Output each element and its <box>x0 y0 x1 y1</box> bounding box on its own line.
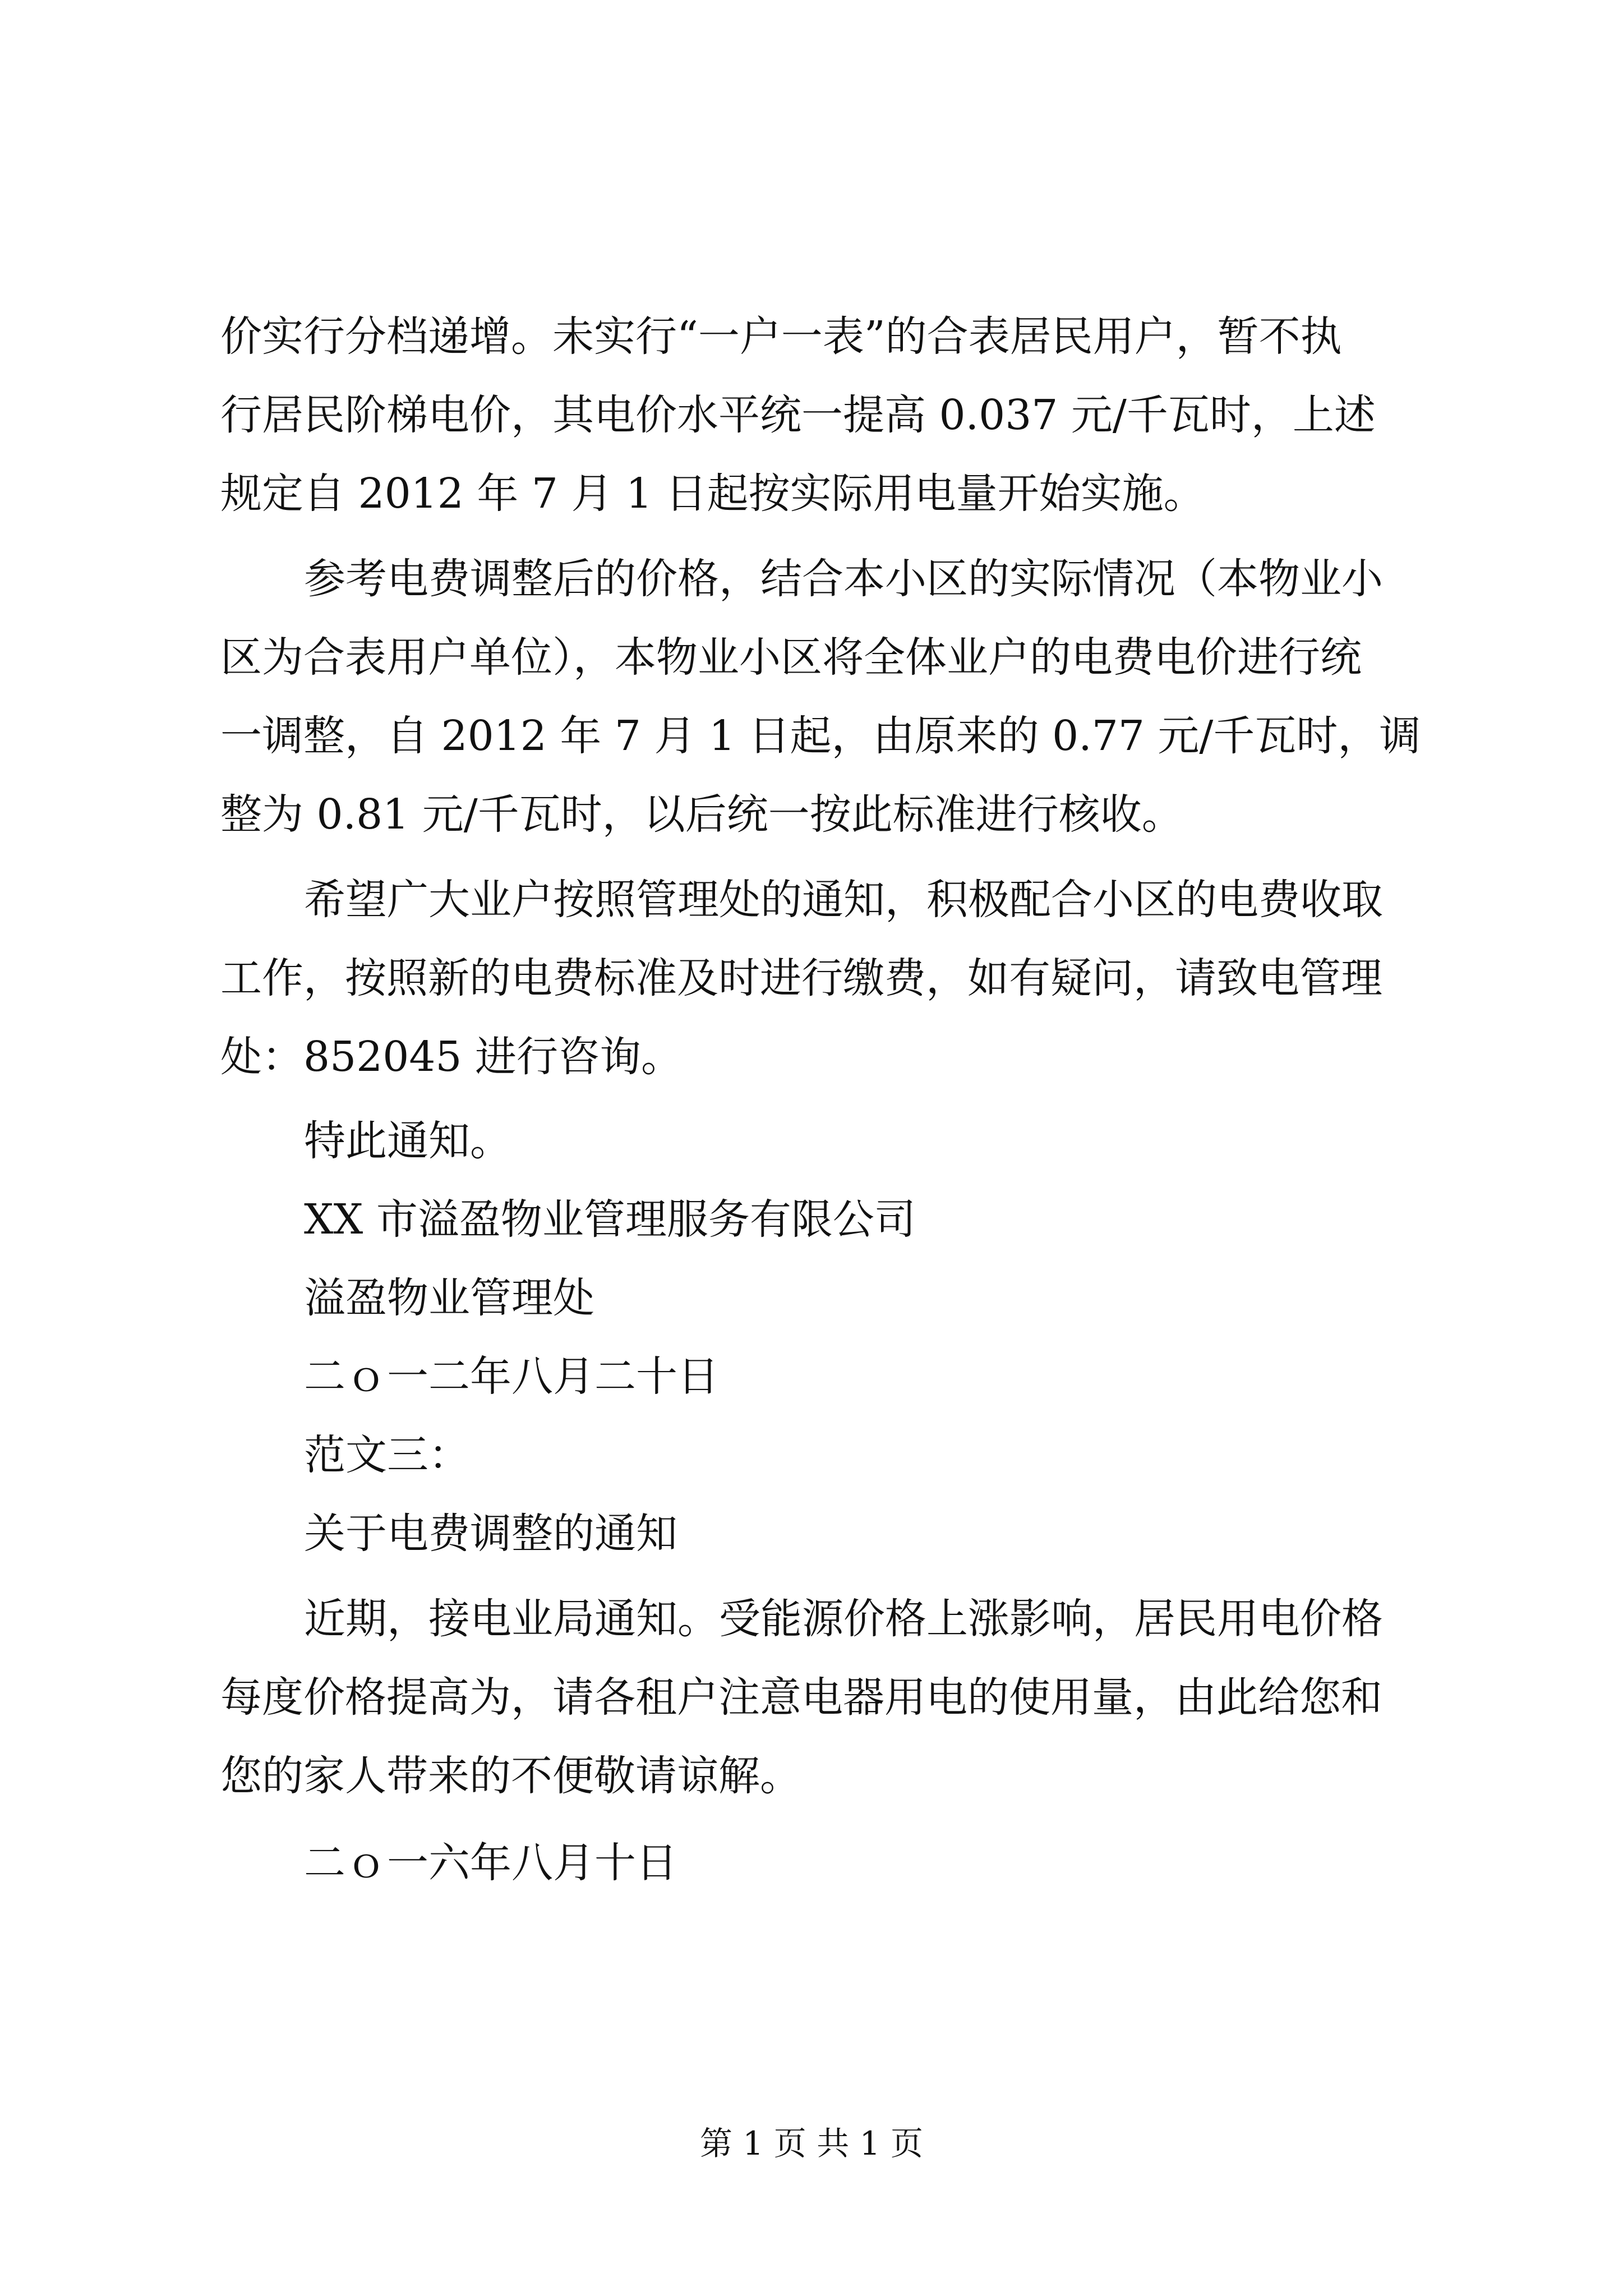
closing-text: 特此通知。 <box>304 1117 511 1165</box>
paragraph-2-line-2: 区为合表用户单位），本物业小区将全体业户的电费电价进行统 <box>220 633 1362 682</box>
paragraph-3-line-3: 处：852045 进行咨询。 <box>220 1033 683 1081</box>
paragraph-2-line-1: 参考电费调整后的价格，结合本小区的实际情况（本物业小 <box>304 555 1383 603</box>
paragraph-3-line-2: 工作，按照新的电费标准及时进行缴费，如有疑问，请致电管理 <box>220 954 1382 1002</box>
paragraph-4-line-3: 您的家人带来的不便敬请谅解。 <box>220 1752 801 1800</box>
paragraph-4-line-2: 每度价格提高为，请各租户注意电器用电的使用量，由此给您和 <box>220 1673 1382 1722</box>
notice-title: 关于电费调整的通知 <box>304 1510 677 1558</box>
paragraph-1-line-3: 规定自 2012 年 7 月 1 日起按实际用电量开始实施。 <box>220 470 1205 518</box>
page-footer: 第 1 页 共 1 页 <box>700 2124 923 2162</box>
paragraph-2-line-4: 整为 0.81 元/千瓦时，以后统一按此标准进行核收。 <box>220 790 1183 839</box>
company-name: XX 市溢盈物业管理服务有限公司 <box>304 1195 916 1244</box>
paragraph-4-line-1: 近期，接电业局通知。受能源价格上涨影响，居民用电价格 <box>304 1595 1383 1643</box>
sample-heading: 范文三： <box>304 1431 470 1479</box>
date-line-1: 二ｏ一二年八月二十日 <box>304 1352 719 1401</box>
date-line-2: 二ｏ一六年八月十日 <box>304 1839 677 1887</box>
paragraph-3-line-1: 希望广大业户按照管理处的通知，积极配合小区的电费收取 <box>304 876 1383 924</box>
paragraph-2-line-3: 一调整，自 2012 年 7 月 1 日起，由原来的 0.77 元/千瓦时，调 <box>220 712 1421 760</box>
paragraph-1-line-1: 价实行分档递增。未实行“一户一表”的合表居民用户，暂不执 <box>220 312 1342 361</box>
department-name: 溢盈物业管理处 <box>304 1274 594 1322</box>
paragraph-1-line-2: 行居民阶梯电价，其电价水平统一提高 0.037 元/千瓦时，上述 <box>220 391 1376 439</box>
